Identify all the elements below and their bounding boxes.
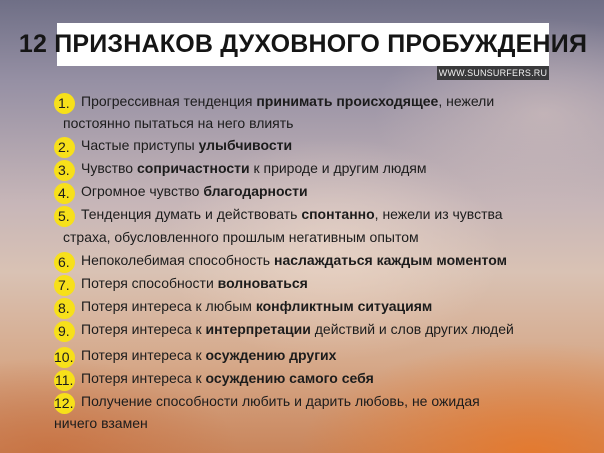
list-item: 4. Огромное чувство благодарности	[54, 180, 308, 204]
number-badge: 11.	[54, 370, 75, 391]
page-title: 12 ПРИЗНАКОВ ДУХОВНОГО ПРОБУЖДЕНИЯ	[18, 30, 588, 58]
list-item: 8. Потеря интереса к любым конфликтным ситуациям	[54, 295, 432, 319]
list-item: 6. Непоколебимая способность наслаждаться каждым моментом	[54, 249, 507, 273]
number-badge: 7.	[54, 275, 75, 296]
list-item: 3. Чувство сопричастности к природе и другим людям	[54, 157, 426, 181]
list-item-continuation: постоянно пытаться на него влиять	[63, 115, 294, 131]
list-item: 9. Потеря интереса к интерпретации действий и слов других людей	[54, 318, 514, 342]
number-badge: 6.	[54, 252, 75, 273]
list-item-continuation: ничего взамен	[54, 415, 148, 431]
number-badge: 8.	[54, 298, 75, 319]
list-item: 11. Потеря интереса к осуждению самого себя	[54, 367, 374, 391]
site-watermark: WWW.SUNSURFERS.RU	[438, 68, 548, 78]
list-item: 1. Прогрессивная тенденция принимать происходящее, нежели	[54, 90, 494, 114]
number-badge: 9.	[54, 321, 75, 342]
list-item-continuation: страха, обусловленного прошлым негативным опытом	[63, 229, 419, 245]
number-badge: 1.	[54, 93, 75, 114]
list-item: 12. Получение способности любить и дарить любовь, не ожидая	[54, 390, 480, 414]
list-item: 7. Потеря способности волноваться	[54, 272, 308, 296]
number-badge: 3.	[54, 160, 75, 181]
list-item: 2. Частые приступы улыбчивости	[54, 134, 292, 158]
number-badge: 2.	[54, 137, 75, 158]
number-badge: 10.	[54, 347, 75, 368]
list-item: 10. Потеря интереса к осуждению других	[54, 344, 336, 368]
number-badge: 4.	[54, 183, 75, 204]
list-item: 5. Тенденция думать и действовать спонтанно, нежели из чувства	[54, 203, 503, 227]
number-badge: 5.	[54, 206, 75, 227]
number-badge: 12.	[54, 393, 75, 414]
